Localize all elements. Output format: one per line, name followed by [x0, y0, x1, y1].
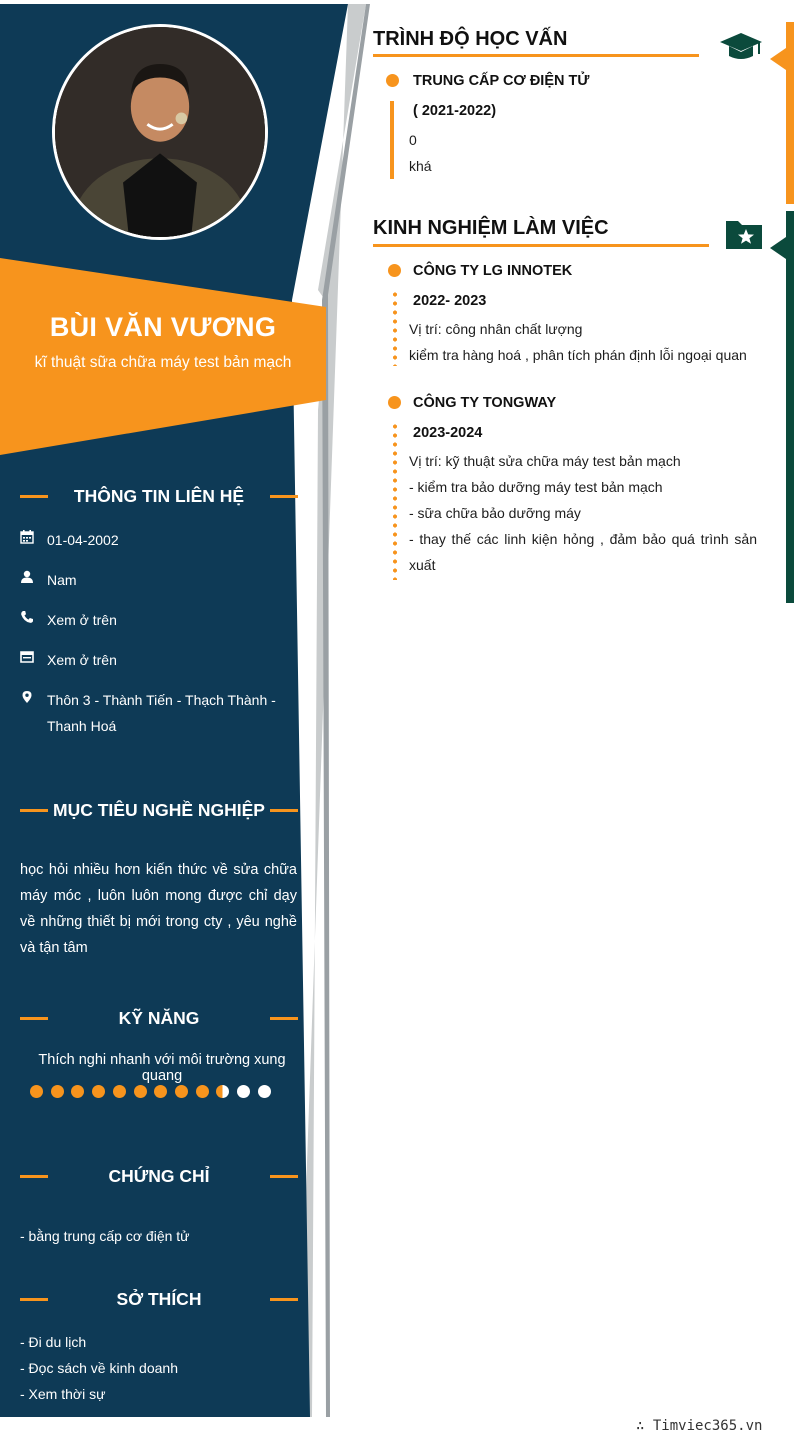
job-bullet	[388, 396, 401, 409]
job-detail: - sữa chữa bảo dưỡng máy	[409, 505, 581, 521]
skill-name: Thích nghi nhanh với môi trường xung quang	[38, 1052, 286, 1084]
contact-email	[20, 647, 300, 673]
email-value: Xem ở trên	[47, 652, 117, 668]
heading-dash-right	[270, 495, 298, 498]
job-timeline-dots	[393, 290, 397, 366]
contact-heading-label: THÔNG TIN LIÊN HỆ	[73, 486, 245, 506]
objective-heading-label: MỤC TIÊU NGHỀ NGHIỆP	[53, 800, 265, 820]
skill-dot	[175, 1085, 188, 1098]
footer-brand[interactable]: ∴ Timviec365.vn	[636, 1418, 763, 1434]
certificates-section-heading	[20, 1164, 298, 1188]
skills-section-heading	[20, 1006, 298, 1030]
skill-dot	[30, 1085, 43, 1098]
education-grade: khá	[409, 158, 432, 174]
hobby-item: - Đọc sách về kinh doanh	[20, 1360, 178, 1376]
heading-dash-left	[20, 1175, 48, 1178]
education-heading: TRÌNH ĐỘ HỌC VẤN	[373, 28, 568, 50]
objective-section-heading	[20, 798, 298, 822]
heading-dash-left	[20, 1017, 48, 1020]
job-company: CÔNG TY LG INNOTEK	[413, 263, 573, 279]
education-heading-underline	[373, 54, 699, 57]
skill-dot	[113, 1085, 126, 1098]
job-period: 2023-2024	[413, 425, 483, 441]
objective-text: học hỏi nhiều hơn kiến thức về sửa chữa máy móc , luôn luôn mong được chỉ dạy về những thiết bị mới trong cty , yêu nghề và tận tâm	[20, 862, 297, 956]
skill-dot	[237, 1085, 250, 1098]
contact-address	[20, 687, 300, 739]
gender-value: Nam	[47, 572, 77, 588]
hobbies-section-heading	[20, 1287, 298, 1311]
hobby-item: - Đi du lịch	[20, 1334, 87, 1350]
skill-dot	[196, 1085, 209, 1098]
experience-heading: KINH NGHIỆM LÀM VIỆC	[373, 217, 609, 239]
contact-section-heading	[20, 484, 298, 508]
candidate-job-title: kĩ thuật sữa chữa máy test bản mạch	[34, 354, 292, 371]
job-detail: - kiểm tra bảo dưỡng máy test bản mạch	[409, 479, 663, 495]
heading-dash-right	[270, 809, 298, 812]
job-detail: - thay thế các linh kiện hỏng , đảm bảo quá trình sản xuất	[409, 531, 757, 573]
user-icon	[20, 570, 34, 584]
experience-heading-underline	[373, 244, 709, 247]
skill-dot	[51, 1085, 64, 1098]
address-value: Thôn 3 - Thành Tiến - Thạch Thành - Thanh Hoá	[47, 692, 276, 734]
skills-heading-label: KỸ NĂNG	[118, 1008, 200, 1028]
phone-value: Xem ở trên	[47, 612, 117, 628]
folder-star-icon	[724, 217, 764, 256]
job-bullet	[388, 264, 401, 277]
job-company: CÔNG TY TONGWAY	[413, 395, 557, 411]
job-period: 2022- 2023	[413, 293, 487, 309]
job-timeline-dots	[393, 422, 397, 580]
calendar-icon	[20, 530, 34, 544]
skill-dot	[258, 1085, 271, 1098]
heading-dash-right	[270, 1298, 298, 1301]
contact-gender	[20, 567, 300, 593]
heading-dash-left	[20, 1298, 48, 1301]
skill-dot	[92, 1085, 105, 1098]
graduation-cap-icon	[719, 31, 763, 68]
job-detail: Vị trí: công nhân chất lượng	[409, 321, 583, 337]
location-pin-icon	[20, 690, 34, 704]
heading-dash-right	[270, 1017, 298, 1020]
heading-dash-left	[20, 495, 48, 498]
contact-birthdate	[20, 527, 300, 553]
heading-dash-right	[270, 1175, 298, 1178]
job-detail: Vị trí: kỹ thuật sửa chữa máy test bản mạch	[409, 453, 681, 469]
education-timeline-bar	[390, 101, 394, 179]
phone-icon	[20, 610, 34, 624]
heading-dash-left	[20, 809, 48, 812]
education-school: TRUNG CẤP CƠ ĐIỆN TỬ	[413, 73, 590, 89]
profile-photo	[52, 24, 268, 240]
job-detail: kiểm tra hàng hoá , phân tích phán định lỗi ngoại quan	[409, 347, 747, 363]
email-icon	[20, 650, 34, 664]
certificate-item: - bằng trung cấp cơ điện tử	[20, 1228, 190, 1244]
education-gpa: 0	[409, 132, 417, 148]
candidate-name: BÙI VĂN VƯƠNG	[49, 312, 277, 342]
certificates-heading-label: CHỨNG CHỈ	[108, 1166, 210, 1186]
hobbies-heading-label: SỞ THÍCH	[116, 1289, 202, 1309]
contact-phone	[20, 607, 300, 633]
skill-dot	[134, 1085, 147, 1098]
hobby-item: - Xem thời sự	[20, 1386, 106, 1402]
education-bullet	[386, 74, 399, 87]
education-period: ( 2021-2022)	[413, 103, 497, 119]
birthdate-value: 01-04-2002	[47, 532, 119, 548]
